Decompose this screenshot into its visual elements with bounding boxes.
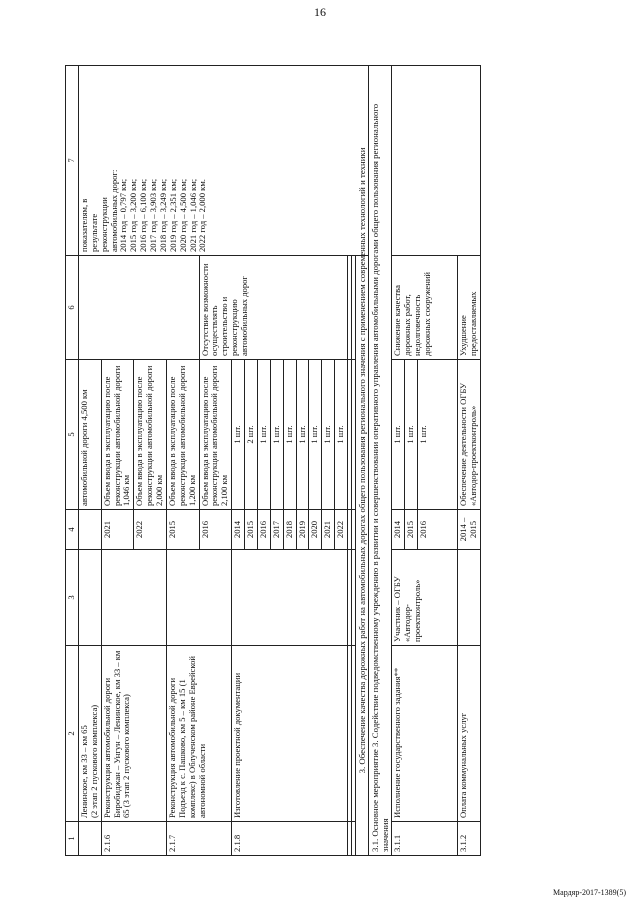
row-participant: Участник – ОГБУ «Автодор-проектконтроль» <box>392 550 458 646</box>
row-number: 2.1.8 <box>232 822 348 856</box>
header-cell-1: 1 <box>66 822 79 856</box>
row-year: 2015 <box>405 510 418 550</box>
measure-row <box>369 66 392 856</box>
header-row <box>66 66 79 856</box>
row-year: 2016 <box>418 510 458 550</box>
header-cell-3: 3 <box>66 550 79 646</box>
row-name-line: Ленинское, км 33 – км 65 <box>78 725 89 818</box>
indicator-line: 2015 год – 3,200 км; <box>128 178 139 252</box>
row-number: 3.1.2 <box>458 822 481 856</box>
header-cell-7: 7 <box>66 66 79 256</box>
row-result: Обеспечение деятельности ОГБУ «Автодор-проектконтроль» <box>458 360 481 510</box>
row-result: 1 шт. <box>309 360 322 510</box>
row-result: 1 шт. <box>296 360 309 510</box>
program-table <box>65 65 481 856</box>
row-name <box>78 646 101 822</box>
indicator-cell <box>78 66 368 256</box>
row-year: 2021 <box>322 510 335 550</box>
row-name: Изготовление проектной документации <box>232 646 348 822</box>
row-year: 2015 <box>245 510 258 550</box>
row-result: 1 шт. <box>335 360 348 510</box>
row-year: 2021 <box>101 510 134 550</box>
table-row <box>392 66 405 856</box>
row-year: 2016 <box>257 510 270 550</box>
row-result: автомобильной дороги 4,500 км <box>78 360 101 510</box>
section-title: 3. Обеспечение качества дорожных работ на автомобильных дорогах общего пользования регионального значения с применением современных технологий и техники <box>356 66 369 856</box>
header-cell-6: 6 <box>66 256 79 360</box>
row-year: 2019 <box>296 510 309 550</box>
indicator-line: автомобильных дорог: <box>108 169 119 252</box>
row-result: 1 шт. <box>283 360 296 510</box>
row-risk: Отсутствие возможности осуществлять строительство и реконструкцию автомобильных дорог <box>199 256 348 360</box>
row-name: Реконструкция автомобильной дороги Подъезд к с. Пашково, км 5 – км 15 (1 комплекс) в Облученском районе Еврейской автономной области <box>166 646 231 822</box>
row-result: 2 шт. <box>245 360 258 510</box>
row-result: 1 шт. <box>322 360 335 510</box>
row-year: 2022 <box>335 510 348 550</box>
row-result: 1 шт. <box>232 360 245 510</box>
indicator-line: 2014 год – 0,797 км; <box>118 178 129 252</box>
row-number: 2.1.7 <box>166 822 231 856</box>
header-cell-4: 4 <box>66 510 79 550</box>
row-result: 1 шт. <box>270 360 283 510</box>
row-name: Реконструкция автомобильной дороги Биробиджан – Унгун – Ленинское, км 33 – км 65 (3 этап 2 пускового комплекса) <box>101 646 166 822</box>
rotated-table-container <box>65 66 605 856</box>
row-name-line: (2 этап 2 пускового комплекса) <box>88 704 99 818</box>
page-number: 16 <box>314 5 326 19</box>
row-result: Объем ввода в эксплуатацию после реконструкции автомобильной дороги 1,046 км <box>101 360 134 510</box>
indicator-line: 2018 год – 3,249 км; <box>157 178 168 252</box>
table-row <box>78 66 101 856</box>
row-result: Объем ввода в эксплуатацию после реконструкции автомобильной дороги 2,100 км <box>199 360 232 510</box>
row-number: 3.1.1 <box>392 822 458 856</box>
indicator-line: 2021 год – 1,046 км; <box>187 178 198 252</box>
indicator-line: 2022 год – 2,000 км. <box>197 179 208 252</box>
row-year: 2020 <box>309 510 322 550</box>
header-cell-5: 5 <box>66 360 79 510</box>
row-number: 2.1.6 <box>101 822 166 856</box>
row-result: 1 шт. <box>418 360 458 510</box>
row-year: 2014 <box>392 510 405 550</box>
row-year: 2016 <box>199 510 232 550</box>
indicator-line: 2019 год – 2,351 км; <box>167 178 178 252</box>
row-risk: Ухудшение предоставляемых <box>458 256 481 360</box>
row-result: Объем ввода в эксплуатацию после реконструкции автомобильной дороги 2,000 км <box>134 360 167 510</box>
indicator-line: 2016 год – 6,100 км; <box>138 178 149 252</box>
footer-code: Мардяр-2017-1389(5) <box>553 888 626 897</box>
row-result: 1 шт. <box>405 360 418 510</box>
row-result: 1 шт. <box>392 360 405 510</box>
row-year: 2014 <box>232 510 245 550</box>
indicator-line: 2020 год – 4,500 км; <box>177 178 188 252</box>
indicator-line: показателям, в <box>78 198 89 252</box>
indicator-line: реконструкции <box>98 197 109 252</box>
row-result: 1 шт. <box>257 360 270 510</box>
row-year: 2014 – 2015 <box>458 510 481 550</box>
row-risk: Снижение качества дорожных работ, недолговечность дорожных сооружений <box>392 256 458 360</box>
header-cell-2: 2 <box>66 646 79 822</box>
measure-title: 3.1. Основное мероприятие 3. Содействие подведомственному учреждению в развитии и совершенствовании оперативного управления автомобильными дорогами общего пользования регионального значения <box>369 66 392 856</box>
section-row <box>356 66 369 856</box>
row-year: 2022 <box>134 510 167 550</box>
row-name: Исполнение государственного задания** <box>392 646 458 822</box>
row-name: Оплата коммунальных услуг <box>458 646 481 822</box>
indicator-line: 2017 год – 3,903 км; <box>148 178 158 252</box>
row-result: Объем ввода в эксплуатацию после реконструкции автомобильной дороги 1,200 км <box>166 360 199 510</box>
indicator-line: результате <box>88 213 99 252</box>
row-year: 2018 <box>283 510 296 550</box>
row-year: 2015 <box>166 510 199 550</box>
row-year: 2017 <box>270 510 283 550</box>
